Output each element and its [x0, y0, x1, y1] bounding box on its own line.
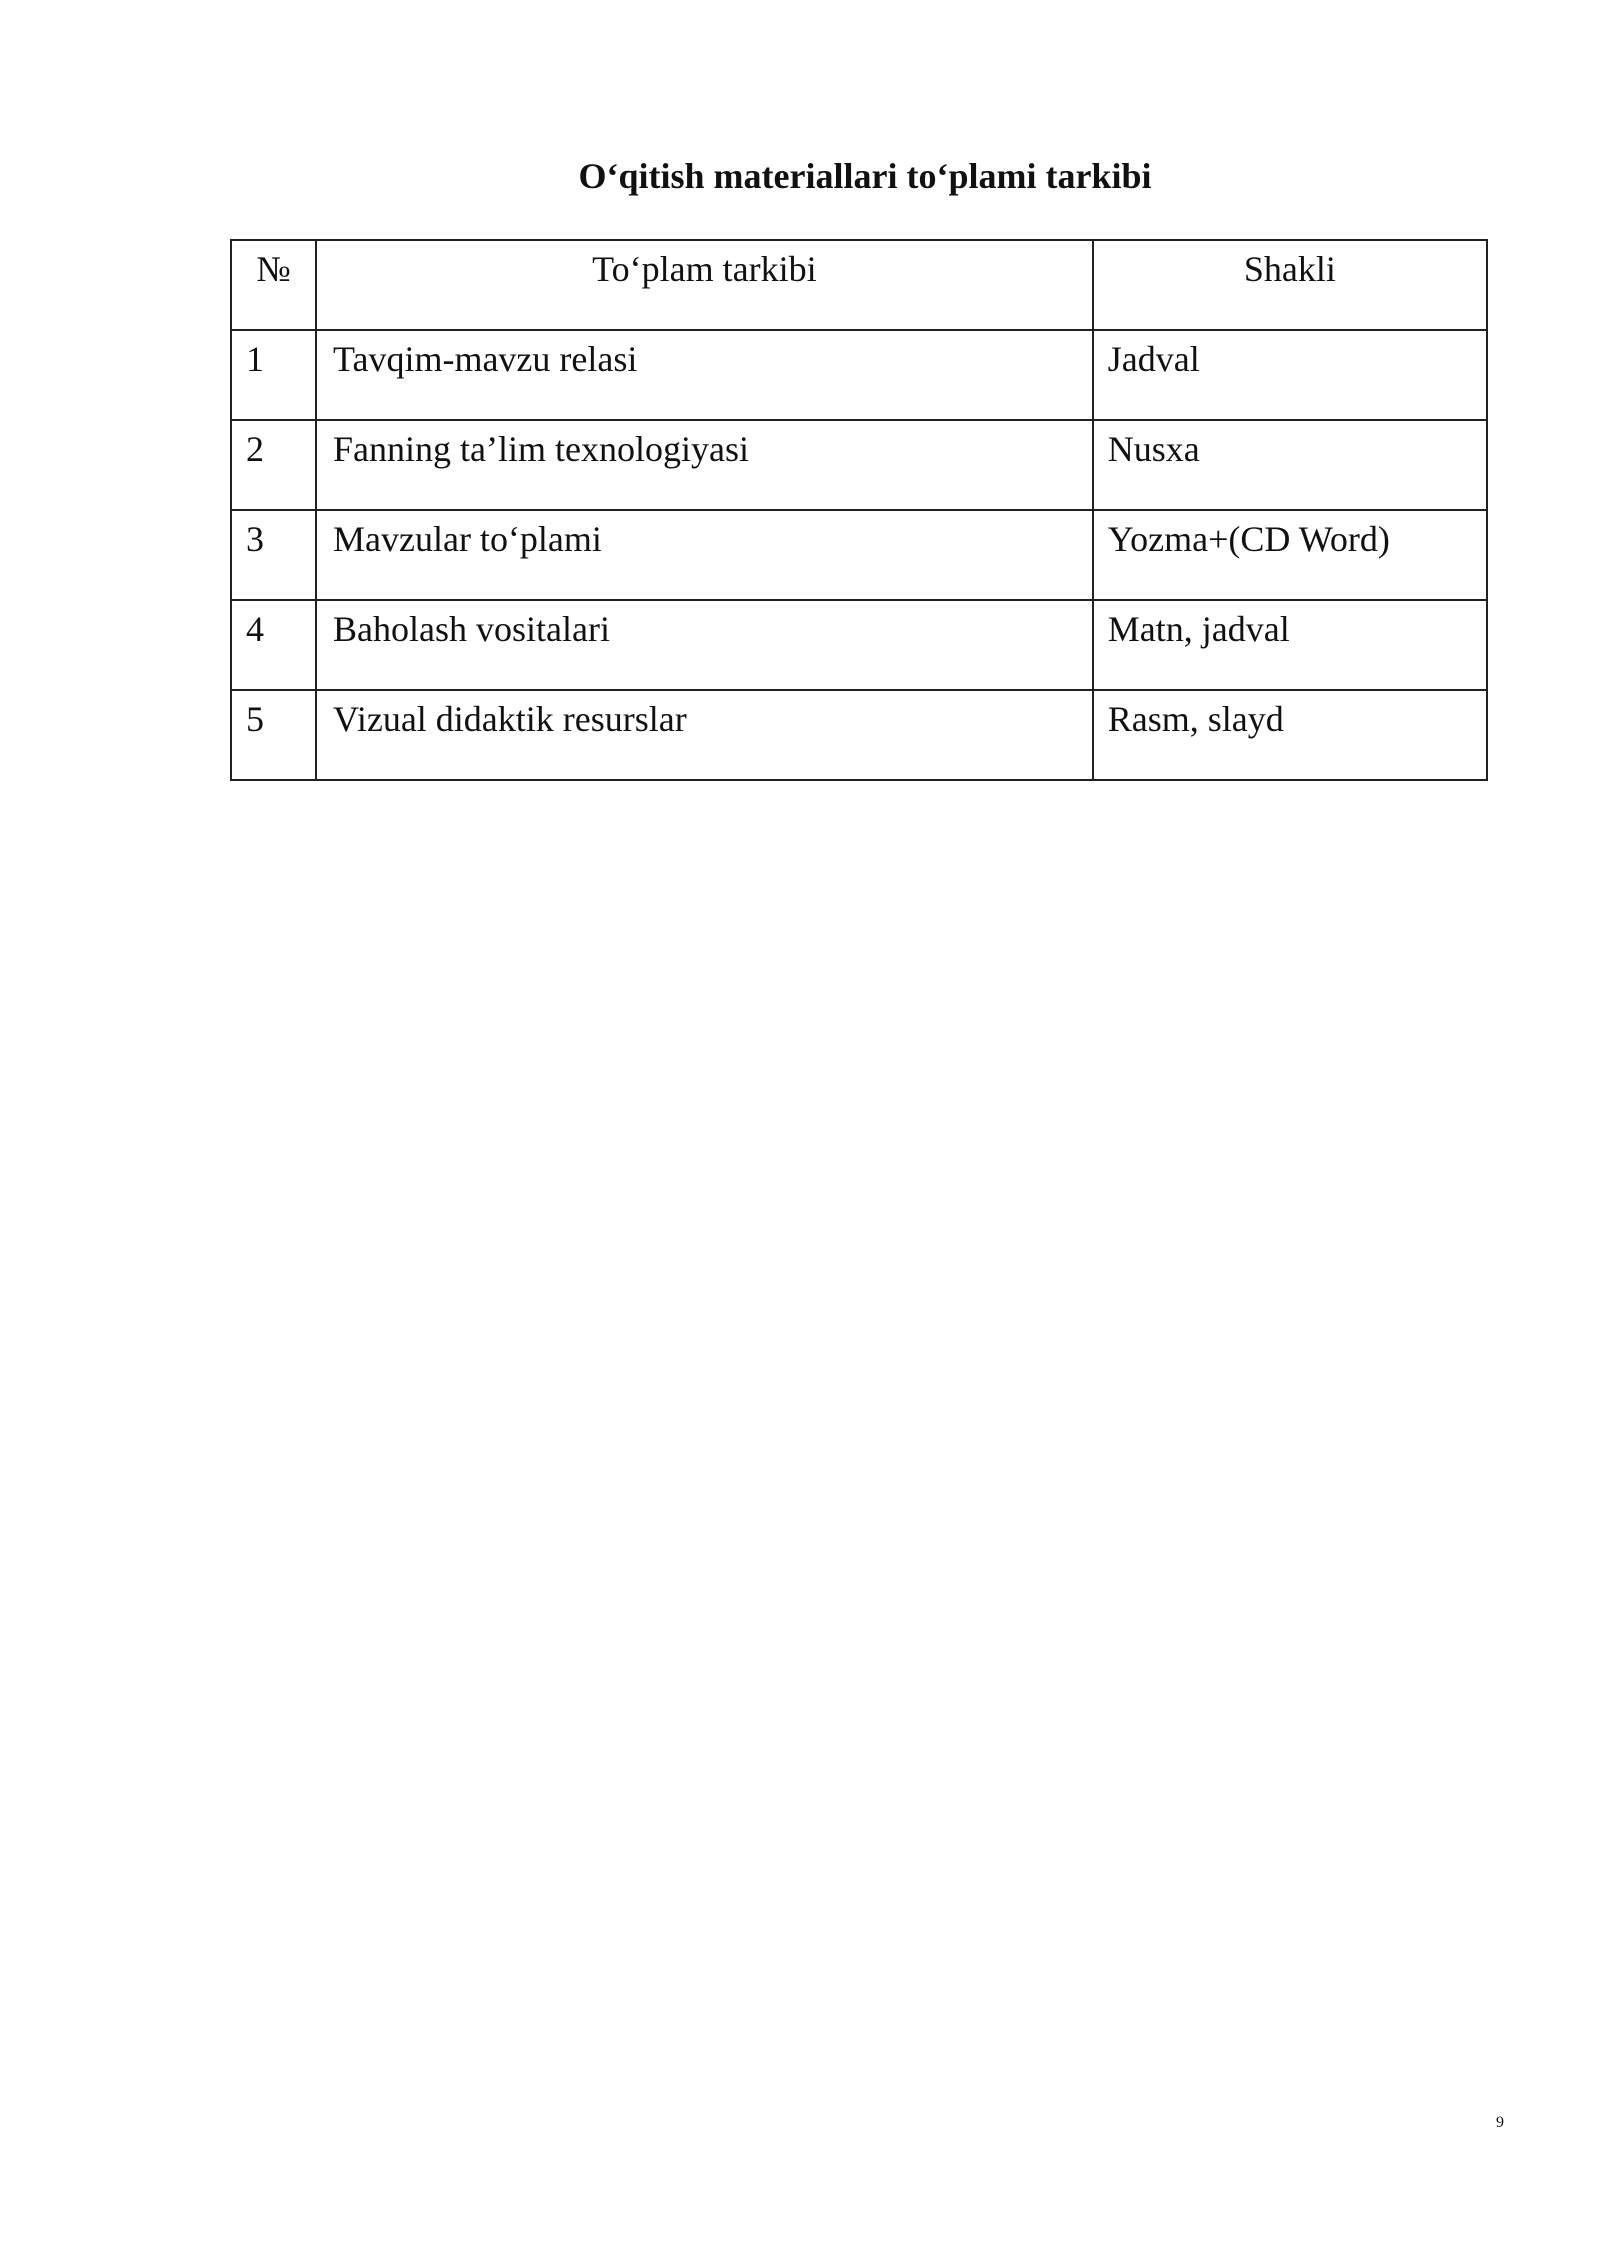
row-number: 1 [231, 330, 316, 420]
row-form: Yozma+(CD Word) [1093, 510, 1487, 600]
row-content: Baholash vositalari [316, 600, 1093, 690]
table-row [231, 600, 1487, 690]
row-form: Jadval [1093, 330, 1487, 420]
row-form: Rasm, slayd [1093, 690, 1487, 780]
row-form: Nusxa [1093, 420, 1487, 510]
row-number: 5 [231, 690, 316, 780]
table-row [231, 420, 1487, 510]
row-content: Mavzular to‘plami [316, 510, 1093, 600]
row-content: Tavqim-mavzu relasi [316, 330, 1093, 420]
row-number: 3 [231, 510, 316, 600]
page-title: O‘qitish materiallari to‘plami tarkibi [578, 156, 1152, 196]
header-content: To‘plam tarkibi [316, 240, 1093, 330]
table-row [231, 330, 1487, 420]
table-row [231, 510, 1487, 600]
table-row [231, 690, 1487, 780]
header-number: № [231, 240, 316, 330]
table-header-row [231, 240, 1487, 330]
row-form: Matn, jadval [1093, 600, 1487, 690]
page-number: 9 [1496, 2114, 1504, 2131]
row-number: 2 [231, 420, 316, 510]
row-number: 4 [231, 600, 316, 690]
header-form: Shakli [1093, 240, 1487, 330]
row-content: Fanning ta’lim texnologiyasi [316, 420, 1093, 510]
row-content: Vizual didaktik resurslar [316, 690, 1093, 780]
materials-table [230, 239, 1488, 781]
